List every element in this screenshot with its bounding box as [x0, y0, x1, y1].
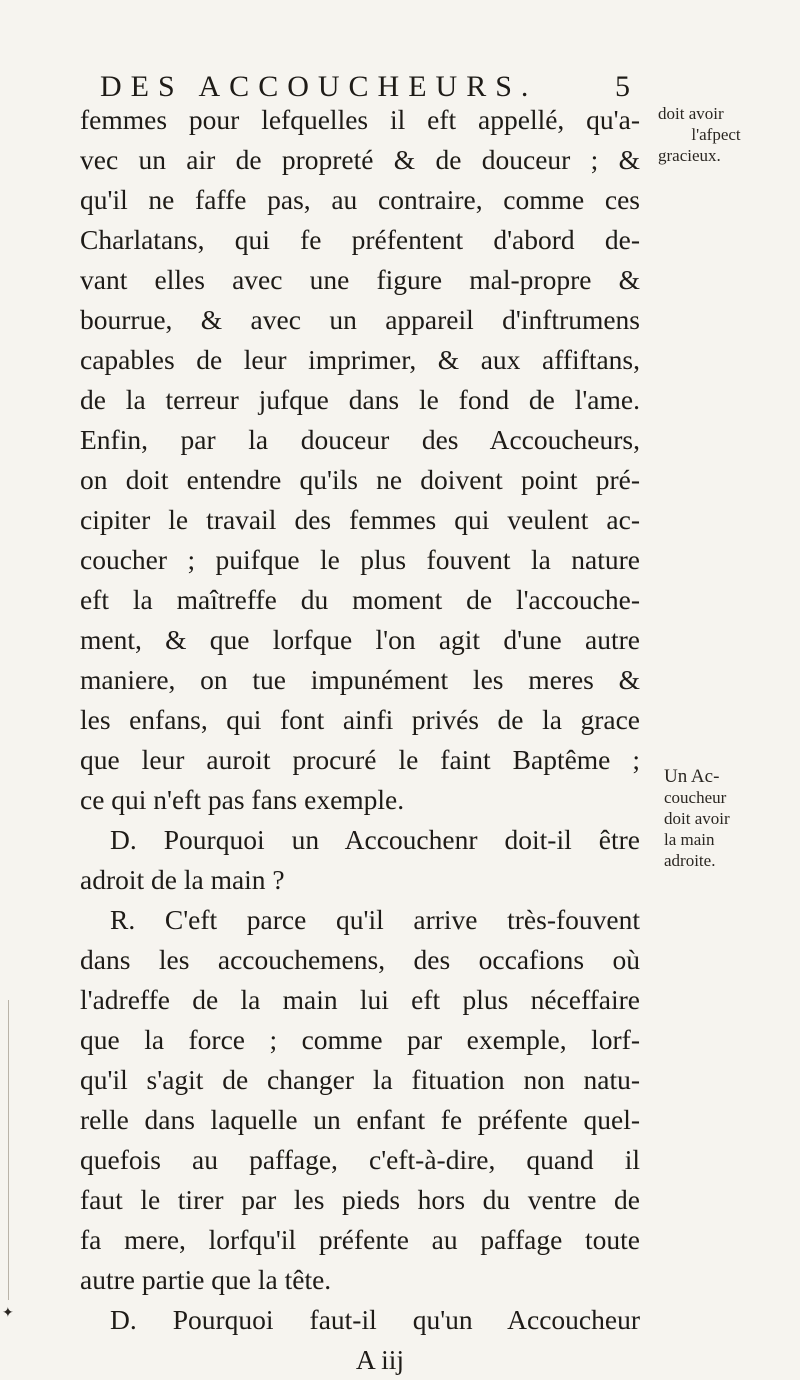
text-line: ce qui n'eft pas fans exemple. — [80, 784, 405, 815]
text-line: autre partie que la tête. — [80, 1264, 332, 1295]
text-line: maniere, on tue impunément les meres & — [80, 664, 640, 695]
margin-note-line: doit avoir — [658, 104, 724, 123]
page-number: 5 — [615, 70, 630, 103]
text-line: bourrue, & avec un appareil d'inftrumens — [80, 304, 640, 335]
text-line: faut le tirer par les pieds hors du ventre de — [80, 1184, 640, 1215]
text-line: coucher ; puifque le plus fouvent la nature — [80, 544, 640, 575]
text-line: Enfin, par la douceur des Accoucheurs, — [80, 424, 640, 455]
margin-note-line: adroite. — [664, 851, 716, 870]
text-line: femmes pour lefquelles il eft appellé, qu'a- — [80, 104, 640, 135]
margin-note-line: la main — [664, 830, 715, 849]
text-line: cipiter le travail des femmes qui veulent ac- — [80, 504, 640, 535]
question-line: D. Pourquoi faut-il qu'un Accoucheur — [110, 1304, 640, 1335]
text-line: dans les accouchemens, des occafions où — [80, 944, 640, 975]
margin-note-line: doit avoir — [664, 809, 730, 828]
text-line: vant elles avec une figure mal-propre & — [80, 264, 640, 295]
question-line: D. Pourquoi un Accouchenr doit-il être — [110, 824, 640, 855]
text-line: l'adreffe de la main lui eft plus néceffaire — [80, 984, 640, 1015]
header-title: DES ACCOUCHEURS. — [100, 70, 538, 103]
text-line: les enfans, qui font ainfi privés de la grace — [80, 704, 640, 735]
margin-note-line: gracieux. — [658, 146, 721, 165]
margin-note-aspect — [658, 103, 788, 166]
text-line: relle dans laquelle un enfant fe préfente quel- — [80, 1104, 640, 1135]
margin-note-adroit — [664, 766, 794, 871]
text-line: de la terreur jufque dans le fond de l'ame. — [80, 384, 640, 415]
page-edge-line — [8, 1000, 9, 1300]
text-line: quefois au paffage, c'eft-à-dire, quand il — [80, 1144, 640, 1175]
text-line: fa mere, lorfqu'il préfente au paffage toute — [80, 1224, 640, 1255]
running-header — [100, 70, 630, 104]
text-line: qu'il s'agit de changer la fituation non natu- — [80, 1064, 640, 1095]
margin-note-line: l'afpect — [691, 125, 741, 144]
text-line: capables de leur imprimer, & aux affiftans, — [80, 344, 640, 375]
text-line: vec un air de propreté & de douceur ; & — [80, 144, 640, 175]
text-line: eft la maîtreffe du moment de l'accouche- — [80, 584, 640, 615]
margin-note-line: Un Ac- — [664, 766, 720, 787]
text-line: adroit de la main ? — [80, 864, 285, 895]
signature-mark: A iij — [355, 1344, 405, 1375]
fleuron-icon: ✦ — [2, 1306, 14, 1321]
main-text-block — [80, 100, 640, 1380]
text-line: ment, & que lorfque l'on agit d'une autre — [80, 624, 640, 655]
text-line: Charlatans, qui fe préfentent d'abord de- — [80, 224, 640, 255]
text-line: que leur auroit procuré le faint Baptême ; — [80, 744, 640, 775]
text-line: on doit entendre qu'ils ne doivent point pré- — [80, 464, 640, 495]
margin-note-line: coucheur — [664, 788, 727, 807]
answer-line: R. C'eft parce qu'il arrive très-fouvent — [110, 904, 640, 935]
text-line: que la force ; comme par exemple, lorf- — [80, 1024, 640, 1055]
text-line: qu'il ne faffe pas, au contraire, comme ces — [80, 184, 640, 215]
